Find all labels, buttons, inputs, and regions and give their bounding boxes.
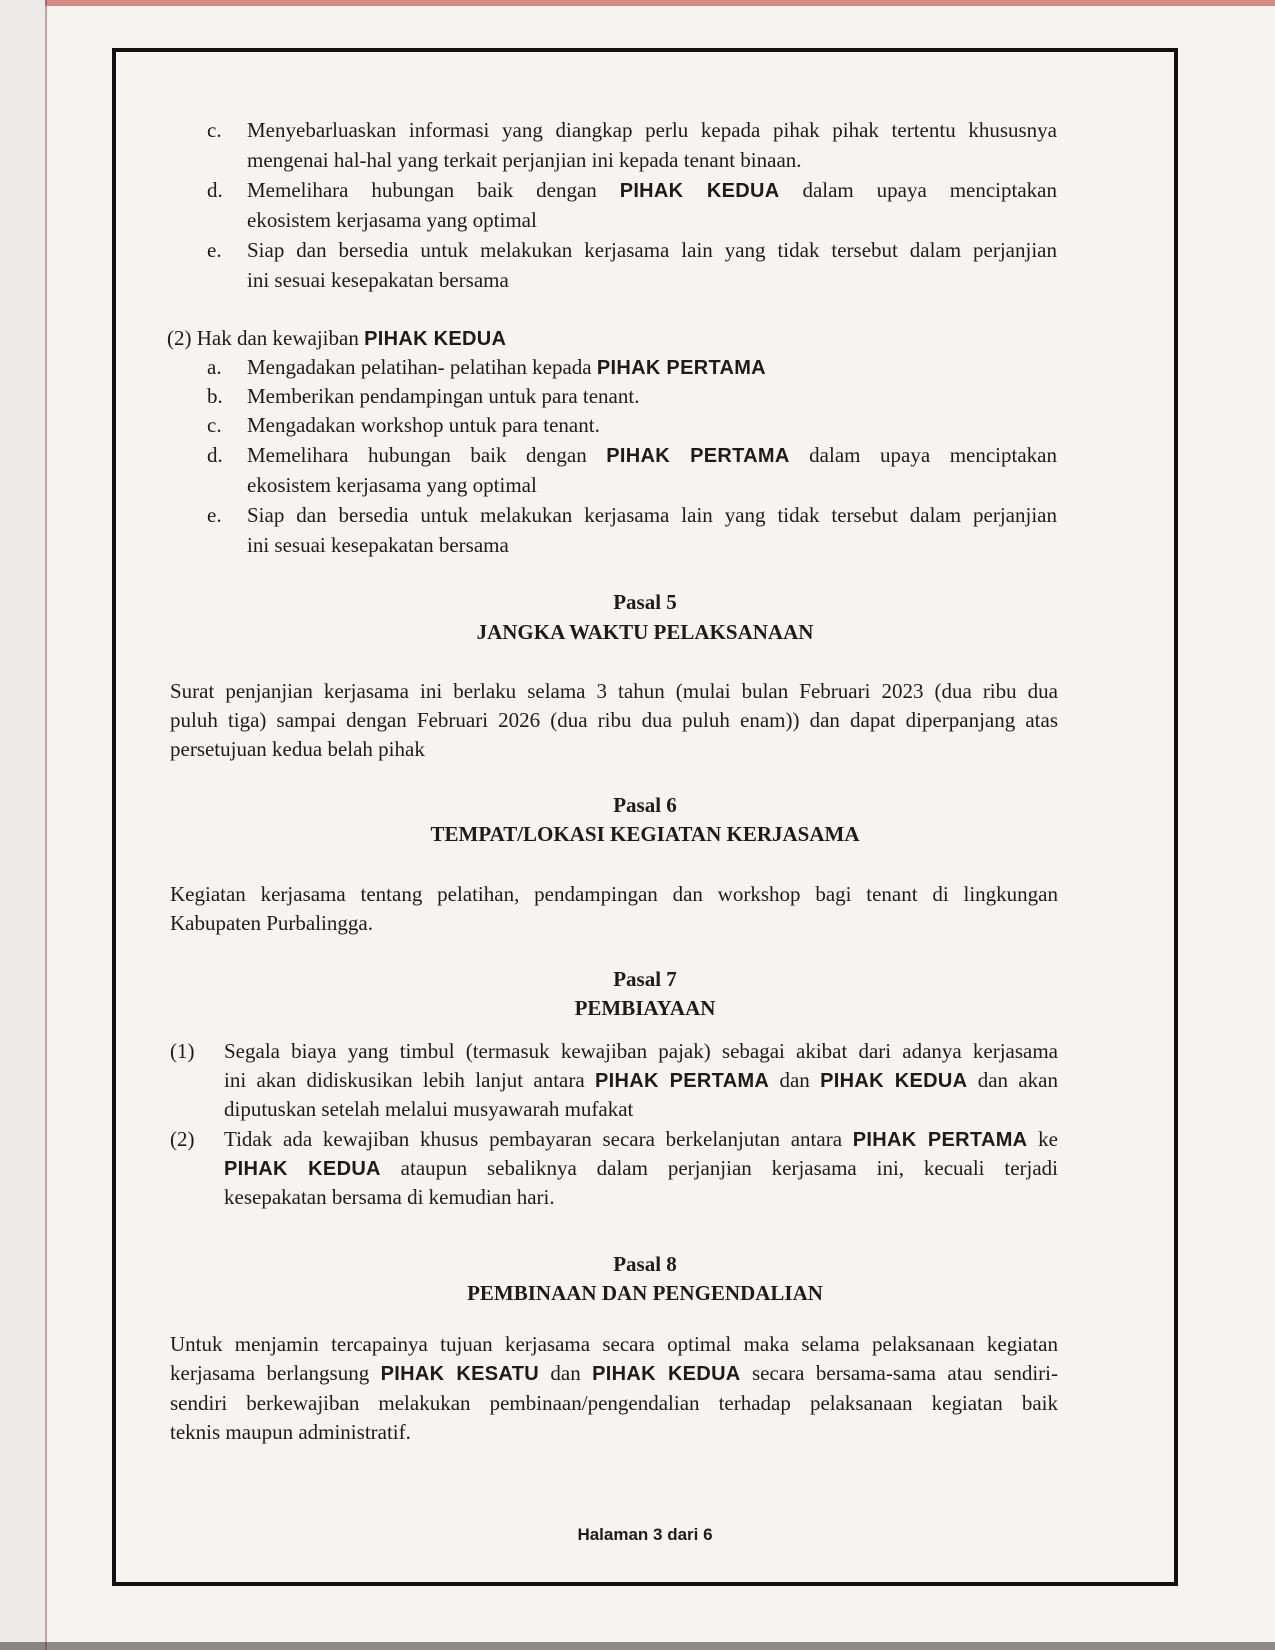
item-label: (2): [170, 1127, 195, 1151]
subsection-heading: (2) Hak dan kewajiban PIHAK KEDUA: [167, 326, 507, 350]
item-text-line: Memelihara hubungan baik dengan PIHAK PERTAMA dalam upaya menciptakan: [247, 443, 1057, 467]
item-text-line: kesepakatan bersama di kemudian hari.: [224, 1185, 555, 1209]
party-name: PIHAK PERTAMA: [606, 445, 790, 467]
item-text-line: ekosistem kerjasama yang optimal: [247, 208, 537, 232]
item-label: (1): [170, 1039, 195, 1063]
item-text-line: Tidak ada kewajiban khusus pembayaran secara berkelanjutan antara PIHAK PERTAMA ke: [224, 1127, 1058, 1151]
paragraph-line: Untuk menjamin tercapainya tujuan kerjasama secara optimal maka selama pelaksanaan kegiatan: [170, 1332, 1058, 1356]
item-text-line: Siap dan bersedia untuk melakukan kerjasama lain yang tidak tersebut dalam perjanjian: [247, 238, 1057, 262]
item-text-line: Mengadakan pelatihan- pelatihan kepada PIHAK PERTAMA: [247, 355, 766, 379]
paragraph-line: kerjasama berlangsung PIHAK KESATU dan PIHAK KEDUA secara bersama-sama atau sendiri-: [170, 1361, 1058, 1385]
paragraph-line: puluh tiga) sampai dengan Februari 2026 (dua ribu dua puluh enam)) dan dapat diperpanjang atas: [170, 708, 1058, 732]
item-text-line: Menyebarluaskan informasi yang diangkap perlu kepada pihak pihak tertentu khususnya: [247, 118, 1057, 142]
party-name: PIHAK KEDUA: [820, 1070, 968, 1092]
page-edge-bottom: [0, 1642, 1275, 1650]
item-text-line: ekosistem kerjasama yang optimal: [247, 473, 537, 497]
party-name: PIHAK PERTAMA: [596, 357, 766, 379]
page-number: Halaman 3 dari 6: [577, 1525, 713, 1544]
party-name: PIHAK PERTAMA: [852, 1129, 1028, 1151]
page-edge-top: [0, 0, 1275, 6]
paragraph-line: sendiri berkewajiban melakukan pembinaan/pengendalian terhadap pelaksanaan kegiatan baik: [170, 1391, 1058, 1415]
item-label: b.: [207, 384, 223, 408]
item-label: c.: [207, 413, 222, 437]
article-title: PEMBIAYAAN: [574, 996, 716, 1020]
article-title: PEMBINAAN DAN PENGENDALIAN: [467, 1281, 823, 1305]
paragraph-line: Kabupaten Purbalingga.: [170, 911, 373, 935]
item-text-line: diputuskan setelah melalui musyawarah mufakat: [224, 1097, 634, 1121]
item-text-line: ini akan didiskusikan lebih lanjut antara PIHAK PERTAMA dan PIHAK KEDUA dan akan: [224, 1068, 1058, 1092]
paragraph-line: teknis maupun administratif.: [170, 1420, 411, 1444]
paragraph-line: persetujuan kedua belah pihak: [170, 737, 425, 761]
article-number: Pasal 5: [613, 590, 677, 614]
item-text-line: ini sesuai kesepakatan bersama: [247, 533, 509, 557]
item-text-line: PIHAK KEDUA ataupun sebaliknya dalam perjanjian kerjasama ini, kecuali terjadi: [224, 1156, 1059, 1180]
article-title: TEMPAT/LOKASI KEGIATAN KERJASAMA: [430, 822, 860, 846]
item-text-line: Memberikan pendampingan untuk para tenant.: [247, 384, 640, 408]
item-label: d.: [207, 443, 223, 467]
item-text-line: ini sesuai kesepakatan bersama: [247, 268, 509, 292]
party-name: PIHAK KEDUA: [619, 180, 780, 202]
item-label: a.: [207, 355, 222, 379]
party-name: PIHAK KEDUA: [592, 1363, 741, 1385]
article-number: Pasal 7: [613, 967, 677, 991]
item-label: e.: [207, 503, 222, 527]
page-edge-left-line: [45, 0, 47, 1650]
item-text-line: Mengadakan workshop untuk para tenant.: [247, 413, 600, 437]
item-label: e.: [207, 238, 222, 262]
item-text-line: Memelihara hubungan baik dengan PIHAK KEDUA dalam upaya menciptakan: [247, 178, 1057, 202]
paragraph-line: Kegiatan kerjasama tentang pelatihan, pendampingan dan workshop bagi tenant di lingkungan: [170, 882, 1058, 906]
item-label: c.: [207, 118, 222, 142]
paragraph-line: Surat penjanjian kerjasama ini berlaku selama 3 tahun (mulai bulan Februari 2023 (dua ribu dua: [170, 679, 1058, 703]
item-text-line: Siap dan bersedia untuk melakukan kerjasama lain yang tidak tersebut dalam perjanjian: [247, 503, 1057, 527]
page-edge-left: [0, 0, 45, 1650]
party-name: PIHAK KEDUA: [364, 328, 507, 350]
article-number: Pasal 6: [613, 793, 677, 817]
article-number: Pasal 8: [613, 1252, 677, 1276]
item-label: d.: [207, 178, 223, 202]
party-name: PIHAK PERTAMA: [595, 1070, 770, 1092]
article-title: JANGKA WAKTU PELAKSANAAN: [476, 620, 814, 644]
party-name: PIHAK KESATU: [380, 1363, 539, 1385]
party-name: PIHAK KEDUA: [224, 1158, 381, 1180]
item-text-line: Segala biaya yang timbul (termasuk kewajiban pajak) sebagai akibat dari adanya kerjasama: [224, 1039, 1058, 1063]
item-text-line: mengenai hal-hal yang terkait perjanjian ini kepada tenant binaan.: [247, 148, 802, 172]
